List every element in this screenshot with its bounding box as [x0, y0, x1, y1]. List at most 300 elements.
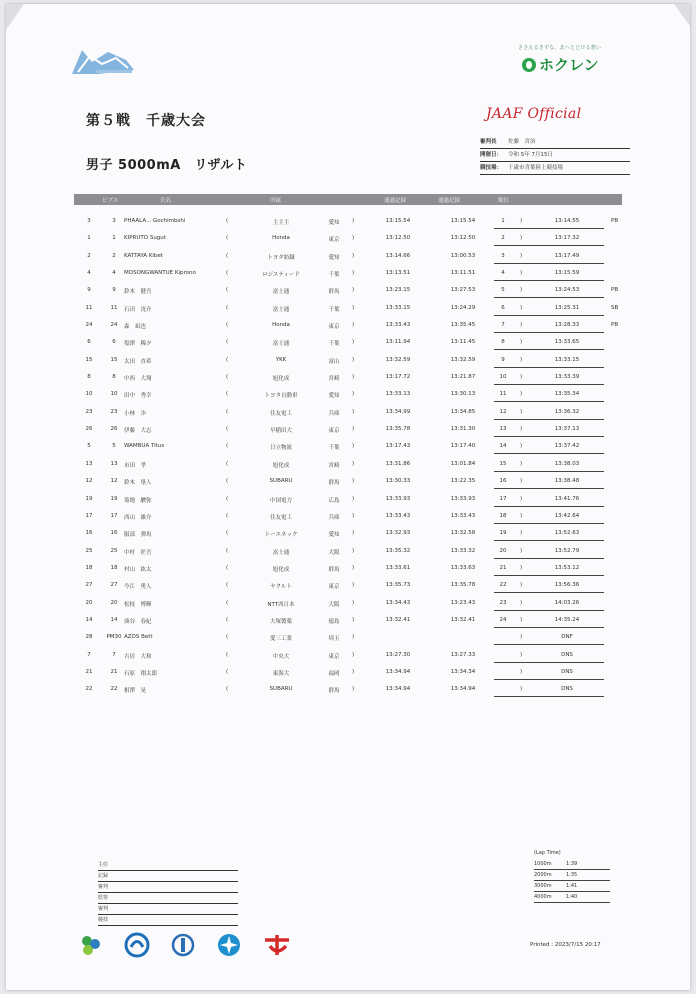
result-name: 伊藤 大志 — [124, 428, 152, 435]
result-t2: 13:30.13 — [450, 391, 476, 398]
result-name: 西山 雄介 — [124, 514, 152, 521]
bracket-mark: ) — [520, 270, 523, 277]
lap-underline — [494, 540, 604, 541]
result-team: トーエネック — [264, 532, 298, 539]
lap-underline — [494, 419, 604, 420]
result-time: 13:35.78 — [385, 426, 411, 433]
result-time: 13:35.73 — [385, 582, 411, 589]
result-pos: 15 — [499, 460, 507, 467]
bracket-mark: ( — [226, 391, 229, 398]
result-pos: 8 — [501, 339, 505, 346]
sponsor-logos-row — [78, 932, 288, 958]
result-pref: 東京 — [328, 428, 340, 435]
result-lap: 13:37.42 — [554, 443, 580, 450]
result-team: 主主主 — [272, 220, 290, 226]
result-row — [74, 493, 622, 510]
official-line: 監察 — [98, 893, 238, 904]
result-row — [74, 319, 622, 336]
lap-underline — [494, 263, 604, 264]
result-pos: 21 — [499, 564, 507, 571]
result-team: 旭化成 — [272, 376, 290, 383]
blue-swirl-sponsor-icon — [124, 932, 150, 958]
result-place: 8 — [87, 374, 91, 381]
result-team: 住友電工 — [269, 514, 292, 521]
lap-underline — [494, 592, 604, 593]
bracket-mark: ( — [226, 547, 229, 554]
bracket-mark: ) — [520, 530, 523, 537]
bracket-mark: ( — [226, 616, 229, 623]
result-time: 13:33.61 — [385, 564, 411, 571]
result-t2: 13:23.43 — [450, 599, 476, 606]
result-lap: 13:33.39 — [554, 374, 580, 381]
result-time: 13:33.43 — [385, 322, 411, 329]
lap-time-row: 3000m 1:41 — [534, 881, 610, 892]
result-pref: 東京 — [328, 237, 340, 244]
bracket-mark: ( — [226, 252, 229, 259]
result-pos: 14 — [499, 443, 507, 450]
bracket-mark: ( — [226, 339, 229, 346]
bracket-mark: ) — [520, 512, 523, 519]
bracket-mark: ) — [520, 651, 523, 658]
result-time: 13:30.33 — [385, 478, 411, 485]
column-head: 通過記録 — [438, 198, 461, 204]
bracket-mark: ) — [352, 460, 355, 467]
result-time: 13:11.94 — [385, 339, 411, 346]
result-place: 25 — [85, 547, 93, 554]
result-t2: 13:27.53 — [450, 287, 476, 294]
result-row — [74, 284, 622, 301]
bracket-mark: ) — [352, 564, 355, 571]
result-pref: 兵庫 — [328, 514, 340, 521]
lap-underline — [494, 471, 604, 472]
result-bib: 20 — [110, 599, 118, 606]
bracket-mark: ) — [520, 599, 523, 606]
result-bib: 24 — [110, 322, 118, 329]
result-time: 13:33.13 — [385, 391, 411, 398]
bracket-mark: ) — [352, 651, 355, 658]
result-bib: 19 — [110, 495, 118, 502]
result-t2: 13:15.54 — [450, 218, 476, 224]
result-time: 13:13.51 — [385, 270, 411, 277]
result-pref: 群馬 — [328, 688, 340, 695]
result-place: 26 — [85, 426, 93, 433]
result-name: 湊谷 春紀 — [124, 618, 152, 625]
bracket-mark: ) — [352, 495, 355, 502]
bracket-mark: ) — [520, 460, 523, 467]
bracket-mark: ( — [226, 512, 229, 519]
bracket-mark: ) — [352, 304, 355, 311]
result-bib: 11 — [110, 304, 118, 311]
result-lap: 13:38.03 — [554, 460, 580, 467]
result-name: 中村 匠吾 — [124, 549, 152, 556]
result-t2: 13:32.41 — [450, 616, 476, 623]
result-name: MOSONGWANTUE Kiprono — [124, 270, 196, 277]
result-bib: 17 — [110, 512, 118, 519]
result-bib: 21 — [110, 668, 118, 675]
result-bib: 5 — [112, 443, 116, 450]
result-bib: PM30 — [106, 634, 122, 641]
bracket-mark: ) — [352, 287, 355, 294]
result-team: 大塚製薬 — [269, 618, 292, 625]
result-time: 13:31.86 — [385, 460, 411, 467]
result-pref: 大阪 — [328, 549, 340, 556]
hokkaido-emblem-icon — [216, 932, 242, 958]
result-pref: 千葉 — [328, 445, 340, 452]
result-name: 小林 歩 — [124, 410, 147, 417]
bracket-mark: ) — [352, 634, 355, 641]
lap-time-row: 1000m 1:39 — [534, 859, 610, 870]
result-lap: 13:33.65 — [554, 339, 580, 346]
column-head: 通過記録 — [384, 198, 407, 204]
result-time: 13:12.50 — [385, 235, 411, 242]
result-lap: DNS — [561, 686, 573, 693]
lap-underline — [494, 662, 604, 663]
result-pref: 広島 — [328, 497, 340, 504]
result-lap: 14:03.26 — [554, 599, 580, 606]
green-leaf-sponsor-icon — [78, 932, 104, 958]
column-head: 氏名 — [160, 198, 172, 204]
bracket-mark: ) — [352, 668, 355, 675]
bracket-mark: ) — [520, 304, 523, 311]
result-t2: 13:33.63 — [450, 564, 476, 571]
result-pos: 13 — [499, 426, 507, 433]
lap-underline — [494, 332, 604, 333]
bracket-mark: ( — [226, 443, 229, 450]
result-time: 13:23.15 — [385, 287, 411, 294]
result-t2: 13:34.85 — [450, 408, 476, 415]
bracket-mark: ( — [226, 582, 229, 589]
bracket-mark: ( — [226, 304, 229, 311]
jaaf-official-mark: JAAF Official — [486, 106, 582, 122]
result-sheet — [6, 4, 690, 990]
result-place: 16 — [85, 530, 93, 537]
result-bib: 3 — [112, 218, 116, 224]
result-bib: 4 — [112, 270, 116, 277]
bracket-mark: ) — [520, 374, 523, 381]
bracket-mark: ) — [352, 426, 355, 433]
result-pos: 1 — [501, 218, 505, 224]
result-pos: 22 — [499, 582, 507, 589]
result-row — [74, 562, 622, 579]
result-t2: 13:17.40 — [450, 443, 476, 450]
bracket-mark: ) — [520, 235, 523, 242]
result-team: 旭化成 — [272, 462, 290, 469]
lap-time-title: (Lap Time) — [534, 850, 561, 856]
result-name: 菊地 駿弥 — [124, 497, 152, 504]
result-t2: 13:31.30 — [450, 426, 476, 433]
result-lap: 13:35.34 — [554, 391, 580, 398]
result-team: 愛三工業 — [269, 636, 292, 643]
lap-underline — [494, 436, 604, 437]
page-corner-fold — [6, 4, 24, 30]
result-place: 19 — [85, 495, 93, 502]
bracket-mark: ) — [352, 408, 355, 415]
official-line: 競技 — [98, 915, 238, 926]
result-bib: 8 — [112, 374, 116, 381]
result-lap: 13:24.53 — [554, 287, 580, 294]
result-lap: 13:17.49 — [554, 252, 580, 259]
result-bib: 10 — [110, 391, 118, 398]
bracket-mark: ) — [520, 356, 523, 363]
bracket-mark: ) — [352, 339, 355, 346]
result-time: 13:34.43 — [385, 599, 411, 606]
result-pos: 7 — [501, 322, 505, 329]
bracket-mark: ) — [520, 495, 523, 502]
lap-underline — [494, 297, 604, 298]
result-place: 22 — [85, 686, 93, 693]
bracket-mark: ) — [352, 391, 355, 398]
result-row — [74, 250, 622, 267]
result-team: トヨタ紡織 — [267, 254, 295, 261]
result-name: AZOS Bett — [124, 634, 153, 641]
result-t2: 13:33.93 — [450, 495, 476, 502]
result-time: 13:34.94 — [385, 668, 411, 675]
result-lap: 13:15.59 — [554, 270, 580, 277]
result-time: 13:35.32 — [385, 547, 411, 554]
result-place: 9 — [87, 287, 91, 294]
bracket-mark: ( — [226, 408, 229, 415]
result-pref: 宮崎 — [328, 376, 340, 383]
result-pref: 徳島 — [328, 618, 340, 625]
red-emblem-icon — [262, 932, 288, 958]
result-place: 18 — [85, 564, 93, 571]
result-name: 今江 勇人 — [124, 584, 152, 591]
bracket-mark: ( — [226, 287, 229, 294]
result-note: PB — [611, 322, 619, 329]
sponsor-tagline: ささえるきずな、北へとどける想い — [518, 45, 602, 51]
bracket-mark: ) — [352, 252, 355, 259]
bracket-mark: ( — [226, 235, 229, 242]
result-team: 旭化成 — [272, 566, 290, 573]
result-t2: 13:32.59 — [450, 356, 476, 363]
result-lap: 13:17.32 — [554, 235, 580, 242]
bracket-mark: ) — [520, 426, 523, 433]
result-pref: 福岡 — [328, 670, 340, 677]
result-lap: 13:33.15 — [554, 356, 580, 363]
result-team: Honda — [272, 322, 290, 329]
result-pref: 大阪 — [328, 601, 340, 608]
lap-underline — [494, 228, 604, 229]
result-pos: 5 — [501, 287, 505, 294]
bracket-mark: ) — [352, 686, 355, 693]
result-time: 13:15.54 — [385, 218, 411, 224]
result-lap: 13:52.63 — [554, 530, 580, 537]
result-place: 12 — [85, 478, 93, 485]
lap-underline — [494, 644, 604, 645]
result-t2: 13:27.33 — [450, 651, 476, 658]
result-team: 中国電力 — [269, 497, 292, 504]
result-pref: 千葉 — [328, 272, 340, 279]
result-time: 13:34.99 — [385, 408, 411, 415]
result-time: 13:32.59 — [385, 356, 411, 363]
result-pos: 12 — [499, 408, 507, 415]
result-team: YKK — [275, 356, 287, 363]
result-place: 2 — [87, 252, 91, 259]
result-place: 4 — [87, 270, 91, 277]
bracket-mark: ( — [226, 530, 229, 537]
result-bib: 25 — [110, 547, 118, 554]
bracket-mark: ) — [520, 564, 523, 571]
bracket-mark: ) — [352, 218, 355, 224]
bracket-mark: ( — [226, 495, 229, 502]
result-time: 13:14.66 — [385, 252, 411, 259]
result-place: 27 — [85, 582, 93, 589]
result-pref: 群馬 — [328, 566, 340, 573]
bracket-mark: ) — [352, 374, 355, 381]
result-name: 服部 弾馬 — [124, 532, 152, 539]
result-t2: 13:32.58 — [450, 530, 476, 537]
result-t2: 13:11.51 — [450, 270, 476, 277]
result-place: 1 — [87, 235, 91, 242]
result-row — [74, 614, 622, 631]
result-row — [74, 371, 622, 388]
bracket-mark: ) — [352, 582, 355, 589]
result-lap: DNS — [561, 668, 573, 675]
result-time: 13:33.43 — [385, 512, 411, 519]
result-place: 28 — [85, 634, 93, 641]
lap-time-row: 4000m 1:40 — [534, 892, 610, 903]
result-team: 東海大 — [272, 670, 290, 677]
bracket-mark: ) — [520, 443, 523, 450]
result-team: Honda — [272, 235, 290, 242]
result-pos: 24 — [499, 616, 507, 623]
result-time: 13:34.94 — [385, 686, 411, 693]
page-corner-fold — [674, 4, 690, 26]
result-place: 6 — [87, 339, 91, 346]
bracket-mark: ) — [520, 287, 523, 294]
bracket-mark: ) — [520, 478, 523, 485]
result-row — [74, 406, 622, 423]
result-pos: 17 — [499, 495, 507, 502]
result-name: 相澤 晃 — [124, 688, 147, 695]
bracket-mark: ) — [520, 616, 523, 623]
result-team: SUBARU — [269, 686, 293, 693]
result-t2: 13:35.78 — [450, 582, 476, 589]
result-place: 17 — [85, 512, 93, 519]
result-t2: 13:21.87 — [450, 374, 476, 381]
result-name: 村山 紘太 — [124, 566, 152, 573]
lap-underline — [494, 575, 604, 576]
bracket-mark: ( — [226, 270, 229, 277]
result-pos: 3 — [501, 252, 505, 259]
bracket-mark: ) — [520, 391, 523, 398]
result-name: KATTAYA Kibet — [124, 252, 163, 259]
result-lap: 13:38.48 — [554, 478, 580, 485]
meet-info — [480, 136, 630, 175]
result-pref: 東京 — [328, 324, 340, 331]
lap-underline — [494, 488, 604, 489]
result-row — [74, 475, 622, 492]
result-pos: 10 — [499, 374, 507, 381]
bracket-mark: ) — [352, 599, 355, 606]
bracket-mark: ) — [520, 252, 523, 259]
result-place: 23 — [85, 408, 93, 415]
result-bib: 27 — [110, 582, 118, 589]
sponsor-logo — [522, 54, 599, 75]
bracket-mark: ( — [226, 218, 229, 224]
result-bib: 15 — [110, 356, 118, 363]
result-pos: 9 — [501, 356, 505, 363]
official-line: 審判 — [98, 904, 238, 915]
bracket-mark: ) — [520, 408, 523, 415]
result-place: 21 — [85, 668, 93, 675]
result-time: 13:33.93 — [385, 495, 411, 502]
lap-underline — [494, 523, 604, 524]
result-t2: 13:01.84 — [450, 460, 476, 467]
result-bib: 18 — [110, 564, 118, 571]
result-bib: 6 — [112, 339, 116, 346]
result-bib: 22 — [110, 686, 118, 693]
result-team: 日立物流 — [269, 445, 292, 452]
lap-underline — [494, 315, 604, 316]
result-pref: 宮崎 — [328, 462, 340, 469]
result-bib: 1 — [112, 235, 116, 242]
lap-underline — [494, 610, 604, 611]
result-name: 石原 翔太郎 — [124, 670, 158, 677]
result-lap: DNF — [561, 634, 573, 641]
column-head: 順位 — [498, 198, 510, 204]
result-pos: 11 — [499, 391, 507, 398]
result-team: 中央大 — [272, 653, 290, 660]
result-row — [74, 545, 622, 562]
result-pref: 千葉 — [328, 306, 340, 313]
results-table — [74, 215, 622, 701]
result-row — [74, 666, 622, 683]
lap-underline — [494, 506, 604, 507]
bracket-mark: ( — [226, 322, 229, 329]
result-team: 富士通 — [272, 341, 290, 348]
result-pref: 千葉 — [328, 341, 340, 348]
sponsor-name: ホクレン — [539, 56, 599, 74]
bracket-mark: ( — [226, 668, 229, 675]
official-line: 主任 — [98, 860, 238, 871]
lap-underline — [494, 384, 604, 385]
event-title: 男子 5000mA リザルト — [86, 158, 248, 173]
result-pos: 19 — [499, 530, 507, 537]
bracket-mark: ) — [352, 322, 355, 329]
result-pref: 群馬 — [328, 289, 340, 296]
result-t2: 13:33.32 — [450, 547, 476, 554]
meet-info-row: 競技場： 千歳市青葉陸上競技場 — [480, 162, 630, 175]
result-lap: 13:36.32 — [554, 408, 580, 415]
result-t2: 13:11.45 — [450, 339, 476, 346]
bracket-mark: ) — [352, 270, 355, 277]
result-place: 20 — [85, 599, 93, 606]
result-pos: 20 — [499, 547, 507, 554]
lap-underline — [494, 627, 604, 628]
result-team: ロジスティード — [262, 272, 300, 279]
bracket-mark: ( — [226, 374, 229, 381]
result-name: 鈴木 塁人 — [124, 480, 152, 487]
result-row — [74, 579, 622, 596]
result-bib: 16 — [110, 530, 118, 537]
result-row — [74, 527, 622, 544]
result-place: 7 — [87, 651, 91, 658]
result-row — [74, 267, 622, 284]
result-pref: 群馬 — [328, 480, 340, 487]
result-name: KIPRUTO Sugut — [124, 235, 166, 242]
result-place: 10 — [85, 391, 93, 398]
bracket-mark: ) — [520, 582, 523, 589]
bracket-mark: ( — [226, 460, 229, 467]
result-pos: 2 — [501, 235, 505, 242]
result-time: 13:32.93 — [385, 530, 411, 537]
lap-underline — [494, 679, 604, 680]
result-pref: 兵庫 — [328, 410, 340, 417]
result-team: ヤクルト — [270, 584, 292, 591]
lap-underline — [494, 349, 604, 350]
bracket-mark: ) — [352, 235, 355, 242]
